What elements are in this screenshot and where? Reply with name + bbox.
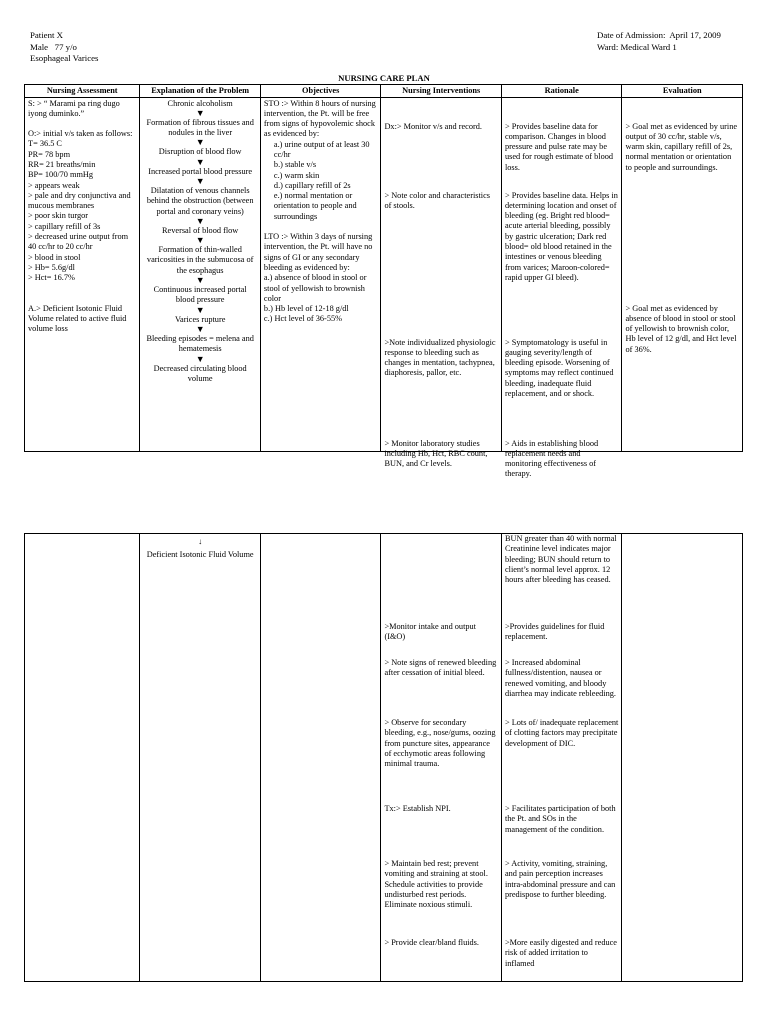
objective-sign: > pale and dry conjunctiva and mucous membranes <box>28 190 131 211</box>
rationale: > Facilitates participation of both the Pt. and SOs in the management of the condition. <box>504 804 616 834</box>
down-arrow-icon: ▼ <box>195 235 205 246</box>
flow-step: Increased portal blood pressure <box>148 166 253 176</box>
explanation-flowchart <box>140 534 261 982</box>
page-title: NURSING CARE PLAN <box>338 73 430 83</box>
objective-criterion: d.) capillary refill of 2s <box>273 180 351 190</box>
flow-step: Dilatation of venous channels behind the obstruction (between portal and coronary veins) <box>146 185 254 216</box>
care-plan-table <box>24 84 743 479</box>
down-arrow-icon: ▼ <box>195 175 205 186</box>
objectives-cell <box>260 534 381 982</box>
admission-date: Date of Admission: April 17, 2009 <box>597 30 721 40</box>
rationale: BUN greater than 40 with normal Creatinine level indicates major bleeding; BUN should return to client’s normal level approx. 12 hours after bleeding has ceased. <box>504 534 617 585</box>
objective-sign: > decreased urine output from 40 cc/hr to 20 cc/hr <box>28 232 129 252</box>
flow-step: Bleeding episodes = melena and hematemesis <box>146 333 254 354</box>
explanation-flowchart <box>140 97 261 451</box>
vital-sign: RR= 21 breaths/min <box>28 159 96 169</box>
flow-step: Chronic alcoholism <box>167 98 233 108</box>
objective-criterion: b.) stable v/s <box>273 160 317 170</box>
care-plan-table-continued <box>24 533 743 982</box>
down-arrow-icon: ▼ <box>195 215 205 226</box>
vital-sign: T= 36.5 C <box>28 139 62 149</box>
subjective-cue: S: > “ Marami pa ring dugo iyong duminko.” <box>28 98 120 118</box>
objective-criterion: e.) normal mentation or orientation to people and surroundings <box>273 191 357 221</box>
down-arrow-icon: ▼ <box>195 156 205 167</box>
down-arrow-icon: ▼ <box>195 323 205 334</box>
flow-step: Formation of thin-walled varicosities in the submucosa of the esophagus <box>146 245 254 275</box>
rationale: > Provides baseline data. Helps in determining location and onset of bleeding (eg. Bright red blood= acute arterial bleeding, possibly by gastric ulceration; Dark red blood= old blood retained in the intestines or venous bleeding from varices; Maroon-colored= rapid upper GI bleed). <box>504 190 618 282</box>
flow-step: Disruption of blood flow <box>158 147 242 157</box>
column-header: Nursing Interventions <box>381 85 502 98</box>
patient-name: Patient X <box>30 30 63 40</box>
objective-criterion: a.) absence of blood in stool or stool of yellowish to brownish color <box>263 273 367 303</box>
flow-step: Varices rupture <box>174 314 226 324</box>
objective-sign: > capillary refill of 3s <box>28 221 101 231</box>
down-arrow-icon: ▼ <box>195 275 205 286</box>
rationale: > Lots of/ inadequate replacement of clotting factors may precipitate development of DIC. <box>504 718 619 748</box>
interventions-cell <box>381 534 502 982</box>
patient-sex-age: Male 77 y/o <box>30 41 77 52</box>
table-row <box>25 534 743 982</box>
table-row <box>25 97 743 451</box>
vital-sign: PR= 78 bpm <box>28 149 71 159</box>
objective-criterion: b.) Hb level of 12-18 g/dl <box>263 304 349 314</box>
objective-sign: > Hb= 5.6g/dl <box>28 262 75 272</box>
rationale: > Provides baseline data for comparison. Changes in blood pressure and pulse rate may be used for rough estimate of blood loss. <box>504 121 614 172</box>
down-arrow-icon: ▼ <box>195 107 205 118</box>
intervention: > Maintain bed rest; prevent vomiting and straining at stool. Schedule activities to provide undisturbed rest periods. Eliminate noxious stimuli. <box>384 859 488 910</box>
intervention: Dx:> Monitor v/s and record. <box>384 121 482 131</box>
rationale: > Symptomatology is useful in gauging severity/length of bleeding episode. Worsening of symptoms may reflect continued bleeding, inadequate fluid replacement, and or shock. <box>504 337 614 398</box>
down-arrow-icon: ▼ <box>195 137 205 148</box>
objective-intro: O:> initial v/s taken as follows: <box>28 129 133 139</box>
column-header: Rationale <box>501 85 622 98</box>
evaluation: > Goal met as evidenced by absence of blood in stool or stool of yellowish to brownish color, Hb level of 12 g/dl, and Hct level of 36%. <box>625 303 737 354</box>
column-header: Nursing Assessment <box>25 85 140 98</box>
patient-diagnosis: Esophageal Varices <box>30 53 99 63</box>
objective-criterion: c.) warm skin <box>273 170 320 180</box>
rationale: >Provides guidelines for fluid replacement. <box>504 622 605 642</box>
long-term-objective: LTO :> Within 3 days of nursing intervention, the Pt. will have no signs of GI or any secondary bleeding as evidenced by: <box>263 232 373 272</box>
intervention: > Note signs of renewed bleeding after cessation of initial bleed. <box>384 658 497 678</box>
nursing-diagnosis: A.> Deficient Isotonic Fluid Volume related to active fluid volume loss <box>28 303 127 334</box>
intervention: Tx:> Establish NPI. <box>384 804 451 813</box>
down-arrow-icon: ▼ <box>195 304 205 315</box>
intervention: > Provide clear/bland fluids. <box>384 938 479 947</box>
ward: Ward: Medical Ward 1 <box>597 41 677 52</box>
column-header: Explanation of the Problem <box>140 85 261 98</box>
rationale: >More easily digested and reduce risk of added irritation to inflamed <box>504 938 617 968</box>
vital-sign: BP= 100/70 mmHg <box>28 170 94 180</box>
flow-step: Reversal of blood flow <box>162 225 239 235</box>
assessment-cell <box>25 534 140 982</box>
rationale: > Aids in establishing blood replacement needs and monitoring effectiveness of therapy. <box>504 438 599 479</box>
flow-step: Deficient Isotonic Fluid Volume <box>146 550 254 559</box>
intervention: > Note color and characteristics of stools. <box>384 190 491 210</box>
patient-info <box>30 30 98 65</box>
flow-step: Continuous increased portal blood pressure <box>153 285 247 305</box>
objective-sign: > blood in stool <box>28 252 81 262</box>
flow-step: Formation of fibrous tissues and nodules in the liver <box>146 117 254 138</box>
rationale-cell <box>501 97 622 479</box>
assessment-cell <box>25 97 140 451</box>
intervention: >Monitor intake and output (I&O) <box>384 622 476 642</box>
short-term-objective: STO :> Within 8 hours of nursing intervention, the Pt. will be free from signs of hypovolemic shock as evidenced by: <box>263 98 376 139</box>
evaluation-cell <box>622 97 743 451</box>
table-header-row <box>25 85 743 98</box>
down-arrow-icon: ↓ <box>198 537 203 546</box>
flow-step: Decreased circulating blood volume <box>153 363 247 383</box>
evaluation-cell <box>622 534 743 982</box>
objective-sign: > appears weak <box>28 180 80 190</box>
intervention: >Note individualized physiologic response to bleeding such as changes in mentation, tachypnea, diaphoresis, pallor, etc. <box>384 337 496 378</box>
interventions-cell <box>381 97 502 469</box>
intervention: > Monitor laboratory studies including Hb, Hct, RBC count, BUN, and Cr levels. <box>384 438 488 469</box>
evaluation: > Goal met as evidenced by urine output of 30 cc/hr, stable v/s, warm skin, capillary refill of 2s, normal mentation or orientation to people and surroundings. <box>625 121 738 172</box>
objective-sign: > Hct= 16.7% <box>28 273 75 283</box>
column-header: Evaluation <box>622 85 743 98</box>
rationale: > Increased abdominal fullness/distention, nausea or renewed vomiting, and bloody diarrhea may indicate rebleeding. <box>504 658 616 698</box>
intervention: > Observe for secondary bleeding, e.g., nose/gums, oozing from puncture sites, appearance of ecchymotic areas following minimal trauma. <box>384 718 496 769</box>
admission-info <box>597 30 721 53</box>
rationale-cell <box>501 534 622 982</box>
column-header: Objectives <box>260 85 381 98</box>
objective-sign: > poor skin turgor <box>28 211 89 221</box>
objective-criterion: a.) urine output of at least 30 cc/hr <box>273 139 370 159</box>
objective-criterion: c.) Hct level of 36-55% <box>263 314 343 324</box>
rationale: > Activity, vomiting, straining, and pain perception increases intra-abdominal pressure and can predispose to further bleeding. <box>504 859 616 899</box>
objectives-cell <box>260 97 381 451</box>
down-arrow-icon: ▼ <box>195 353 205 364</box>
